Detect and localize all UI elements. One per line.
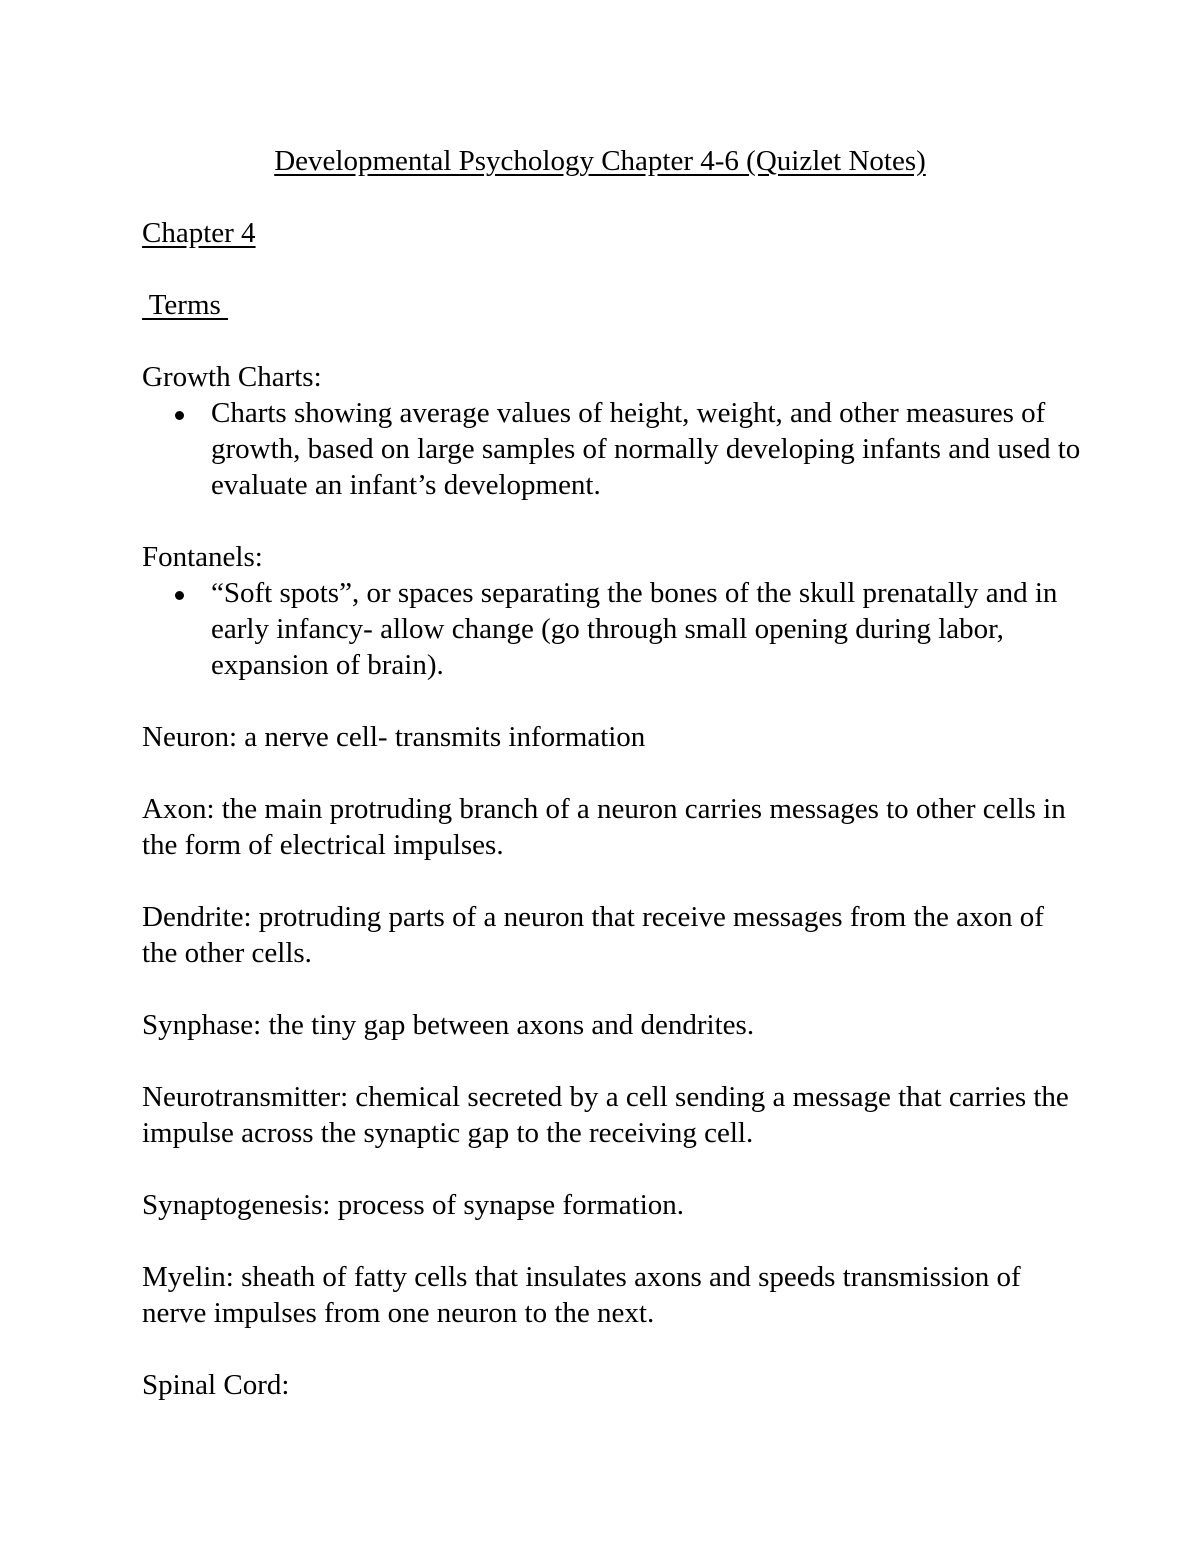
terms-heading: Terms: [142, 289, 229, 321]
term-entry-fontanels: [142, 539, 1082, 683]
bullet-icon: [175, 591, 184, 600]
definition-myelin: Myelin: sheath of fatty cells that insulates axons and speeds transmission of nerve impulses from one neuron to the next.: [142, 1261, 1021, 1329]
term-entry-growth-charts: [142, 359, 1082, 503]
document-body: [142, 215, 1082, 1403]
list-item: [142, 575, 1082, 683]
list-item: [142, 395, 1082, 503]
definition-dendrite: Dendrite: protruding parts of a neuron that receive messages from the axon of the other cells.: [142, 901, 1044, 969]
bullet-list: [142, 575, 1082, 683]
chapter-heading: Chapter 4: [142, 217, 256, 249]
definition-synaptogenesis: Synaptogenesis: process of synapse formation.: [142, 1189, 685, 1221]
term-label: Fontanels:: [142, 541, 263, 573]
term-description: Charts showing average values of height, weight, and other measures of growth, based on large samples of normally developing infants and used to evaluate an infant’s development.: [211, 397, 1081, 501]
bullet-list: [142, 395, 1082, 503]
term-label: Growth Charts:: [142, 361, 322, 393]
definition-neurotransmitter: Neurotransmitter: chemical secreted by a cell sending a message that carries the impulse across the synaptic gap to the receiving cell.: [142, 1081, 1069, 1149]
definition-axon: Axon: the main protruding branch of a neuron carries messages to other cells in the form of electrical impulses.: [142, 793, 1066, 861]
document-title: Developmental Psychology Chapter 4-6 (Quizlet Notes): [274, 145, 926, 177]
definition-spinal-cord: Spinal Cord:: [142, 1369, 290, 1401]
term-description: “Soft spots”, or spaces separating the bones of the skull prenatally and in early infancy- allow change (go through small opening during labor, expansion of brain).: [211, 577, 1058, 681]
bullet-icon: [175, 411, 184, 420]
definition-synphase: Synphase: the tiny gap between axons and dendrites.: [142, 1009, 755, 1041]
definition-neuron: Neuron: a nerve cell- transmits information: [142, 721, 646, 753]
